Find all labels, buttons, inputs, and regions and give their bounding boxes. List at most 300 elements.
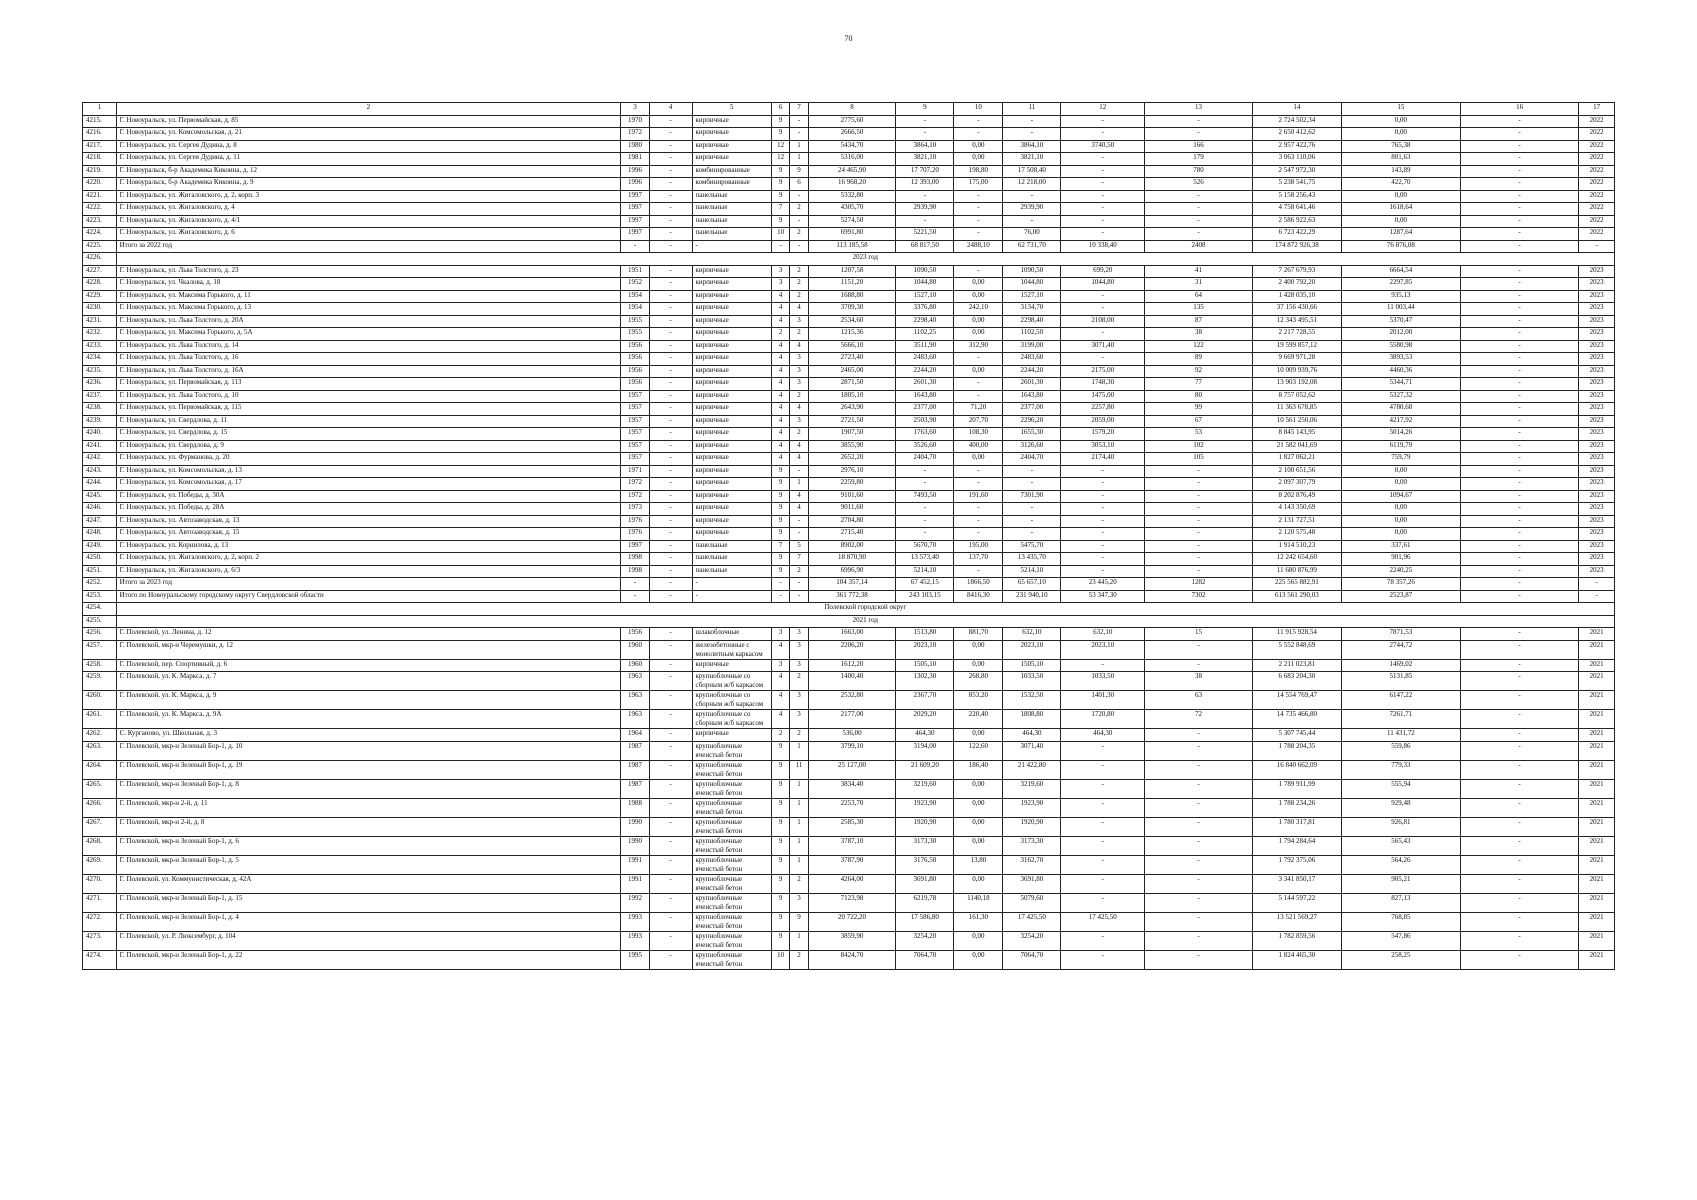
cell-address: С. Курганово, ул. Школьная, д. 3 — [116, 729, 621, 742]
cell-nonresidential-area: 191,60 — [954, 490, 1003, 503]
section-heading: 2023 год — [116, 253, 1614, 266]
cell-private-area: 3691,80 — [1003, 874, 1061, 893]
cell-number: 4229. — [83, 290, 117, 303]
cell-wall-material: панельные — [692, 215, 772, 228]
cell-municipal-area: - — [1061, 741, 1145, 760]
cell-col-16: - — [1460, 553, 1578, 566]
cell-year-built: 1991 — [621, 874, 650, 893]
cell-planned-year: 2021 — [1579, 741, 1615, 760]
cell-address: Г. Полевской, пер. Спортивный, д. 6 — [116, 659, 621, 672]
cell-planned-year: 2021 — [1579, 798, 1615, 817]
column-header: 16 — [1460, 103, 1578, 116]
cell-nonresidential-area: 0,00 — [954, 453, 1003, 466]
cell-wall-material: кирпичные — [692, 340, 772, 353]
cell-year-reconstructed: - — [649, 760, 692, 779]
cell-year-reconstructed: - — [649, 503, 692, 516]
cell-residents: - — [1145, 565, 1253, 578]
cell-total-area: 5316,00 — [808, 153, 896, 166]
table-row — [83, 290, 1615, 303]
cell-cost-per-sqm: 143,89 — [1341, 165, 1460, 178]
cell-total-area: 3787,10 — [808, 836, 896, 855]
cell-year-reconstructed: - — [649, 115, 692, 128]
cell-cost-per-sqm: 768,85 — [1341, 912, 1460, 931]
cell-cost-per-sqm: 759,79 — [1341, 453, 1460, 466]
cell-col-16: - — [1460, 515, 1578, 528]
cell-col-16: - — [1460, 153, 1578, 166]
cell-number: 4220. — [83, 178, 117, 191]
cell-private-area: 1532,50 — [1003, 691, 1061, 710]
cell-total-area: 2643,90 — [808, 403, 896, 416]
cell-floors: 9 — [772, 178, 790, 191]
cell-year-reconstructed: - — [649, 628, 692, 641]
cell-year-built: 1963 — [621, 710, 650, 729]
cell-municipal-area: - — [1061, 836, 1145, 855]
cell-residents: - — [1145, 128, 1253, 141]
cell-nonresidential-area: 0,00 — [954, 659, 1003, 672]
cell-wall-material: панельные — [692, 203, 772, 216]
cell-residents: - — [1145, 729, 1253, 742]
cell-residents: 166 — [1145, 140, 1253, 153]
cell-year-reconstructed: - — [649, 640, 692, 659]
cell-entrances: 3 — [790, 415, 808, 428]
cell-cost-per-sqm: 4780,68 — [1341, 403, 1460, 416]
cell-address: Г. Новоуральск, ул. Льва Толстого, д. 14 — [116, 340, 621, 353]
cell-floors: 9 — [772, 931, 790, 950]
cell-residents: 15 — [1145, 628, 1253, 641]
cell-residential-area: 7064,70 — [896, 950, 954, 969]
cell-cost-per-sqm: 6664,54 — [1341, 265, 1460, 278]
cell-col-16: - — [1460, 315, 1578, 328]
cell-residential-area: 21 609,20 — [896, 760, 954, 779]
cell-number: 4240. — [83, 428, 117, 441]
cell-residents: 2408 — [1145, 240, 1253, 253]
cell-total-area: 2534,60 — [808, 315, 896, 328]
cell-residents: 87 — [1145, 315, 1253, 328]
cell-residential-area: 2298,40 — [896, 315, 954, 328]
cell-wall-material: кирпичные — [692, 140, 772, 153]
cell-cost-per-sqm: 1287,64 — [1341, 228, 1460, 241]
cell-municipal-area: - — [1061, 503, 1145, 516]
cell-number: 4259. — [83, 672, 117, 691]
cell-municipal-area: - — [1061, 553, 1145, 566]
cell-nonresidential-area: 1866,50 — [954, 578, 1003, 591]
cell-entrances: 2 — [790, 950, 808, 969]
cell-total-area: 3855,90 — [808, 440, 896, 453]
cell-floors: 4 — [772, 340, 790, 353]
cell-address: Г. Новоуральск, ул. Максима Горького, д. 11 — [116, 290, 621, 303]
cell-col-16: - — [1460, 855, 1578, 874]
cell-total-area: 2871,50 — [808, 378, 896, 391]
cell-total-area: 7123,98 — [808, 893, 896, 912]
cell-total-area: 2976,10 — [808, 465, 896, 478]
cell-year-reconstructed: - — [649, 855, 692, 874]
cell-residents: 67 — [1145, 415, 1253, 428]
cell-cost: 5 552 848,69 — [1253, 640, 1342, 659]
cell-entrances: 2 — [790, 874, 808, 893]
cell-col-16: - — [1460, 265, 1578, 278]
cell-number: 4265. — [83, 779, 117, 798]
cell-residents: - — [1145, 215, 1253, 228]
cell-floors: 4 — [772, 672, 790, 691]
cell-residents: 64 — [1145, 290, 1253, 303]
cell-residential-area: 5670,70 — [896, 540, 954, 553]
cell-cost: 2 650 412,62 — [1253, 128, 1342, 141]
cell-cost: 13 521 569,27 — [1253, 912, 1342, 931]
cell-entrances: 1 — [790, 153, 808, 166]
column-header: 8 — [808, 103, 896, 116]
cell-year-built: 1972 — [621, 128, 650, 141]
cell-residents: - — [1145, 779, 1253, 798]
cell-cost-per-sqm: 76 876,08 — [1341, 240, 1460, 253]
cell-wall-material: крупноблочные ячеистый бетон — [692, 912, 772, 931]
cell-total-area: 9011,60 — [808, 503, 896, 516]
cell-residential-area: - — [896, 115, 954, 128]
cell-planned-year: 2021 — [1579, 817, 1615, 836]
table-row — [83, 640, 1615, 659]
cell-year-reconstructed: - — [649, 741, 692, 760]
cell-number: 4245. — [83, 490, 117, 503]
cell-year-built: 1960 — [621, 659, 650, 672]
cell-cost-per-sqm: 5131,85 — [1341, 672, 1460, 691]
cell-residential-area: 5214,10 — [896, 565, 954, 578]
cell-cost-per-sqm: 801,63 — [1341, 153, 1460, 166]
table-row — [83, 415, 1615, 428]
cell-cost-per-sqm: 5344,71 — [1341, 378, 1460, 391]
cell-address: Г. Полевской, мкр-н Зеленый Бор-1, д. 10 — [116, 741, 621, 760]
table-row — [83, 440, 1615, 453]
cell-municipal-area: 1579,20 — [1061, 428, 1145, 441]
cell-floors: 9 — [772, 115, 790, 128]
table-row — [83, 265, 1615, 278]
cell-residential-area: 243 103,15 — [896, 590, 954, 603]
cell-nonresidential-area: 0,00 — [954, 931, 1003, 950]
cell-nonresidential-area: - — [954, 503, 1003, 516]
cell-number: 4225. — [83, 240, 117, 253]
row-number: 4226. — [83, 253, 117, 266]
cell-year-reconstructed: - — [649, 128, 692, 141]
cell-total-area: 5274,50 — [808, 215, 896, 228]
cell-planned-year: - — [1579, 590, 1615, 603]
row-number: 4254. — [83, 603, 117, 616]
cell-col-16: - — [1460, 440, 1578, 453]
cell-cost-per-sqm: 422,70 — [1341, 178, 1460, 191]
cell-private-area: 17 425,50 — [1003, 912, 1061, 931]
cell-nonresidential-area: - — [954, 203, 1003, 216]
cell-cost: 1 782 859,56 — [1253, 931, 1342, 950]
cell-residential-area: 2404,70 — [896, 453, 954, 466]
cell-municipal-area: 1475,00 — [1061, 390, 1145, 403]
cell-cost: 1 914 510,23 — [1253, 540, 1342, 553]
cell-total-area: 2585,30 — [808, 817, 896, 836]
cell-year-built: 1956 — [621, 340, 650, 353]
cell-cost: 7 267 679,93 — [1253, 265, 1342, 278]
cell-total-area: 24 465,90 — [808, 165, 896, 178]
cell-residential-area: 3821,10 — [896, 153, 954, 166]
cell-total-area: 4264,00 — [808, 874, 896, 893]
cell-private-area: 3199,00 — [1003, 340, 1061, 353]
column-header: 11 — [1003, 103, 1061, 116]
cell-cost-per-sqm: 0,00 — [1341, 115, 1460, 128]
cell-wall-material: панельные — [692, 228, 772, 241]
cell-nonresidential-area: 175,00 — [954, 178, 1003, 191]
cell-address: Г. Полевской, мкр-н Черемушки, д. 12 — [116, 640, 621, 659]
cell-residential-area: 3511,90 — [896, 340, 954, 353]
cell-wall-material: крупноблочные ячеистый бетон — [692, 779, 772, 798]
cell-year-built: 1954 — [621, 290, 650, 303]
cell-year-built: 1951 — [621, 265, 650, 278]
cell-private-area: 7301,90 — [1003, 490, 1061, 503]
cell-nonresidential-area: 312,90 — [954, 340, 1003, 353]
cell-cost: 1 428 035,10 — [1253, 290, 1342, 303]
cell-entrances: 2 — [790, 565, 808, 578]
cell-wall-material: кирпичные — [692, 428, 772, 441]
cell-planned-year: 2023 — [1579, 528, 1615, 541]
table-row — [83, 403, 1615, 416]
cell-wall-material: кирпичные — [692, 415, 772, 428]
cell-address: Г. Новоуральск, ул. Льва Толстого, д. 10 — [116, 390, 621, 403]
cell-residents: 72 — [1145, 710, 1253, 729]
cell-residential-area: 1923,90 — [896, 798, 954, 817]
cell-cost: 16 840 662,09 — [1253, 760, 1342, 779]
cell-wall-material: кирпичные — [692, 440, 772, 453]
cell-municipal-area: - — [1061, 855, 1145, 874]
cell-wall-material: кирпичные — [692, 315, 772, 328]
cell-wall-material: крупноблочные ячеистый бетон — [692, 874, 772, 893]
cell-residential-area: 1102,25 — [896, 328, 954, 341]
cell-address: Г. Полевской, мкр-н Зеленый Бор-1, д. 15 — [116, 893, 621, 912]
cell-col-16: - — [1460, 729, 1578, 742]
cell-nonresidential-area: 0,00 — [954, 290, 1003, 303]
cell-floors: 4 — [772, 353, 790, 366]
cell-residential-area: 2023,10 — [896, 640, 954, 659]
cell-total-area: 2532,80 — [808, 691, 896, 710]
cell-residential-area: 17 707,20 — [896, 165, 954, 178]
cell-address: Итого за 2022 год — [116, 240, 621, 253]
cell-address: Г. Полевской, мкр-н Зеленый Бор-1, д. 4 — [116, 912, 621, 931]
cell-municipal-area: - — [1061, 303, 1145, 316]
cell-year-built: 1973 — [621, 503, 650, 516]
cell-nonresidential-area: 0,00 — [954, 365, 1003, 378]
cell-residential-area: 68 817,50 — [896, 240, 954, 253]
cell-year-reconstructed: - — [649, 165, 692, 178]
column-header: 13 — [1145, 103, 1253, 116]
cell-entrances: 3 — [790, 365, 808, 378]
cell-year-reconstructed: - — [649, 428, 692, 441]
cell-cost: 1 792 375,06 — [1253, 855, 1342, 874]
cell-entrances: 2 — [790, 203, 808, 216]
cell-cost-per-sqm: 5327,32 — [1341, 390, 1460, 403]
cell-residential-area: 3691,80 — [896, 874, 954, 893]
cell-floors: 4 — [772, 303, 790, 316]
cell-municipal-area: - — [1061, 115, 1145, 128]
cell-address: Г. Новоуральск, ул. Свердлова, д. 9 — [116, 440, 621, 453]
table-row — [83, 565, 1615, 578]
cell-col-16: - — [1460, 353, 1578, 366]
cell-address: Г. Новоуральск, ул. Жигаловского, д. 2, корп. 2 — [116, 553, 621, 566]
cell-private-area: 1102,50 — [1003, 328, 1061, 341]
cell-cost: 5 144 597,22 — [1253, 893, 1342, 912]
cell-year-reconstructed: - — [649, 672, 692, 691]
table-row — [83, 741, 1615, 760]
cell-address: Г. Новоуральск, ул. Жигаловского, д. 6 — [116, 228, 621, 241]
cell-residents: 102 — [1145, 440, 1253, 453]
cell-wall-material: кирпичные — [692, 490, 772, 503]
cell-private-area: 1505,10 — [1003, 659, 1061, 672]
cell-residential-area: 17 586,80 — [896, 912, 954, 931]
cell-cost-per-sqm: 7261,71 — [1341, 710, 1460, 729]
cell-private-area: 21 422,80 — [1003, 760, 1061, 779]
cell-private-area: 1655,30 — [1003, 428, 1061, 441]
cell-entrances: - — [790, 578, 808, 591]
cell-municipal-area: - — [1061, 760, 1145, 779]
cell-wall-material: кирпичные — [692, 390, 772, 403]
table-row — [83, 140, 1615, 153]
cell-col-16: - — [1460, 478, 1578, 491]
cell-private-area: 1527,10 — [1003, 290, 1061, 303]
cell-total-area: 5666,10 — [808, 340, 896, 353]
cell-year-built: 1956 — [621, 378, 650, 391]
table-row — [83, 672, 1615, 691]
cell-cost-per-sqm: 5014,26 — [1341, 428, 1460, 441]
cell-total-area: 1805,10 — [808, 390, 896, 403]
cell-cost-per-sqm: 901,96 — [1341, 553, 1460, 566]
cell-planned-year: 2023 — [1579, 315, 1615, 328]
cell-wall-material: кирпичные — [692, 128, 772, 141]
cell-nonresidential-area: 0,00 — [954, 836, 1003, 855]
cell-year-reconstructed: - — [649, 215, 692, 228]
cell-year-built: 1987 — [621, 760, 650, 779]
cell-year-built: 1963 — [621, 691, 650, 710]
cell-number: 4256. — [83, 628, 117, 641]
cell-entrances: - — [790, 590, 808, 603]
cell-address: Г. Новоуральск, ул. Льва Толстого, д. 16 — [116, 353, 621, 366]
cell-cost: 4 143 350,69 — [1253, 503, 1342, 516]
cell-cost-per-sqm: 765,38 — [1341, 140, 1460, 153]
cell-address: Г. Полевской, мкр-н 2-й, д. 11 — [116, 798, 621, 817]
cell-address: Г. Новоуральск, ул. Жигаловского, д. 4/1 — [116, 215, 621, 228]
cell-wall-material: кирпичные — [692, 115, 772, 128]
cell-residential-area: 3526,60 — [896, 440, 954, 453]
column-header: 10 — [954, 103, 1003, 116]
cell-year-reconstructed: - — [649, 912, 692, 931]
cell-col-16: - — [1460, 465, 1578, 478]
cell-residents: 526 — [1145, 178, 1253, 191]
cell-year-built: 1998 — [621, 553, 650, 566]
cell-number: 4251. — [83, 565, 117, 578]
cell-number: 4262. — [83, 729, 117, 742]
cell-planned-year: 2023 — [1579, 303, 1615, 316]
cell-cost: 2 131 727,51 — [1253, 515, 1342, 528]
cell-total-area: 2206,20 — [808, 640, 896, 659]
cell-nonresidential-area: 8416,30 — [954, 590, 1003, 603]
cell-residents: - — [1145, 855, 1253, 874]
cell-year-built: 1957 — [621, 415, 650, 428]
cell-nonresidential-area: 0,00 — [954, 640, 1003, 659]
cell-year-reconstructed: - — [649, 378, 692, 391]
cell-residents: 89 — [1145, 353, 1253, 366]
table-row — [83, 779, 1615, 798]
housing-register-table — [82, 102, 1615, 970]
cell-private-area: - — [1003, 115, 1061, 128]
cell-municipal-area: 2175,00 — [1061, 365, 1145, 378]
cell-entrances: 4 — [790, 303, 808, 316]
cell-cost-per-sqm: 258,25 — [1341, 950, 1460, 969]
cell-residents: - — [1145, 503, 1253, 516]
cell-private-area: - — [1003, 465, 1061, 478]
column-header: 4 — [649, 103, 692, 116]
cell-planned-year: 2021 — [1579, 659, 1615, 672]
cell-number: 4230. — [83, 303, 117, 316]
cell-col-16: - — [1460, 240, 1578, 253]
cell-address: Г. Новоуральск, б-р Академика Кикоина, д. 12 — [116, 165, 621, 178]
cell-total-area: 25 127,00 — [808, 760, 896, 779]
cell-year-reconstructed: - — [649, 836, 692, 855]
cell-wall-material: кирпичные — [692, 528, 772, 541]
cell-number: 4239. — [83, 415, 117, 428]
cell-residential-area: 2367,70 — [896, 691, 954, 710]
cell-cost-per-sqm: 935,13 — [1341, 290, 1460, 303]
cell-municipal-area: 2257,80 — [1061, 403, 1145, 416]
cell-planned-year: 2021 — [1579, 640, 1615, 659]
cell-cost-per-sqm: 564,26 — [1341, 855, 1460, 874]
cell-residential-area: - — [896, 503, 954, 516]
table-row — [83, 578, 1615, 591]
cell-cost: 1 789 911,99 — [1253, 779, 1342, 798]
cell-cost: 13 903 192,08 — [1253, 378, 1342, 391]
cell-wall-material: - — [692, 578, 772, 591]
cell-residents: 105 — [1145, 453, 1253, 466]
cell-col-16: - — [1460, 503, 1578, 516]
cell-entrances: - — [790, 190, 808, 203]
cell-nonresidential-area: - — [954, 190, 1003, 203]
cell-private-area: 2296,20 — [1003, 415, 1061, 428]
cell-nonresidential-area: - — [954, 565, 1003, 578]
cell-floors: 9 — [772, 779, 790, 798]
table-row — [83, 659, 1615, 672]
cell-number: 4253. — [83, 590, 117, 603]
cell-address: Г. Полевской, мкр-н Зеленый Бор-1, д. 19 — [116, 760, 621, 779]
cell-number: 4241. — [83, 440, 117, 453]
cell-number: 4248. — [83, 528, 117, 541]
cell-residential-area: 2939,90 — [896, 203, 954, 216]
cell-address: Г. Новоуральск, ул. Комсомольская, д. 21 — [116, 128, 621, 141]
cell-number: 4272. — [83, 912, 117, 931]
cell-number: 4233. — [83, 340, 117, 353]
cell-residential-area: 464,30 — [896, 729, 954, 742]
cell-address: Г. Новоуральск, ул. Победы, д. 28А — [116, 503, 621, 516]
cell-residential-area: 2029,20 — [896, 710, 954, 729]
cell-total-area: 2715,40 — [808, 528, 896, 541]
cell-planned-year: 2023 — [1579, 353, 1615, 366]
cell-nonresidential-area: 195,00 — [954, 540, 1003, 553]
cell-number: 4217. — [83, 140, 117, 153]
cell-municipal-area: - — [1061, 465, 1145, 478]
cell-year-built: 1970 — [621, 115, 650, 128]
cell-cost: 12 242 654,60 — [1253, 553, 1342, 566]
cell-nonresidential-area: 242,10 — [954, 303, 1003, 316]
cell-nonresidential-area: 198,80 — [954, 165, 1003, 178]
cell-municipal-area: - — [1061, 528, 1145, 541]
cell-private-area: 2483,60 — [1003, 353, 1061, 366]
cell-col-16: - — [1460, 628, 1578, 641]
cell-nonresidential-area: 161,30 — [954, 912, 1003, 931]
cell-planned-year: 2023 — [1579, 378, 1615, 391]
cell-private-area: - — [1003, 478, 1061, 491]
cell-residents: 7302 — [1145, 590, 1253, 603]
cell-floors: 9 — [772, 503, 790, 516]
cell-residential-area: 12 393,00 — [896, 178, 954, 191]
cell-address: Г. Новоуральск, ул. Свердлова, д. 11 — [116, 415, 621, 428]
